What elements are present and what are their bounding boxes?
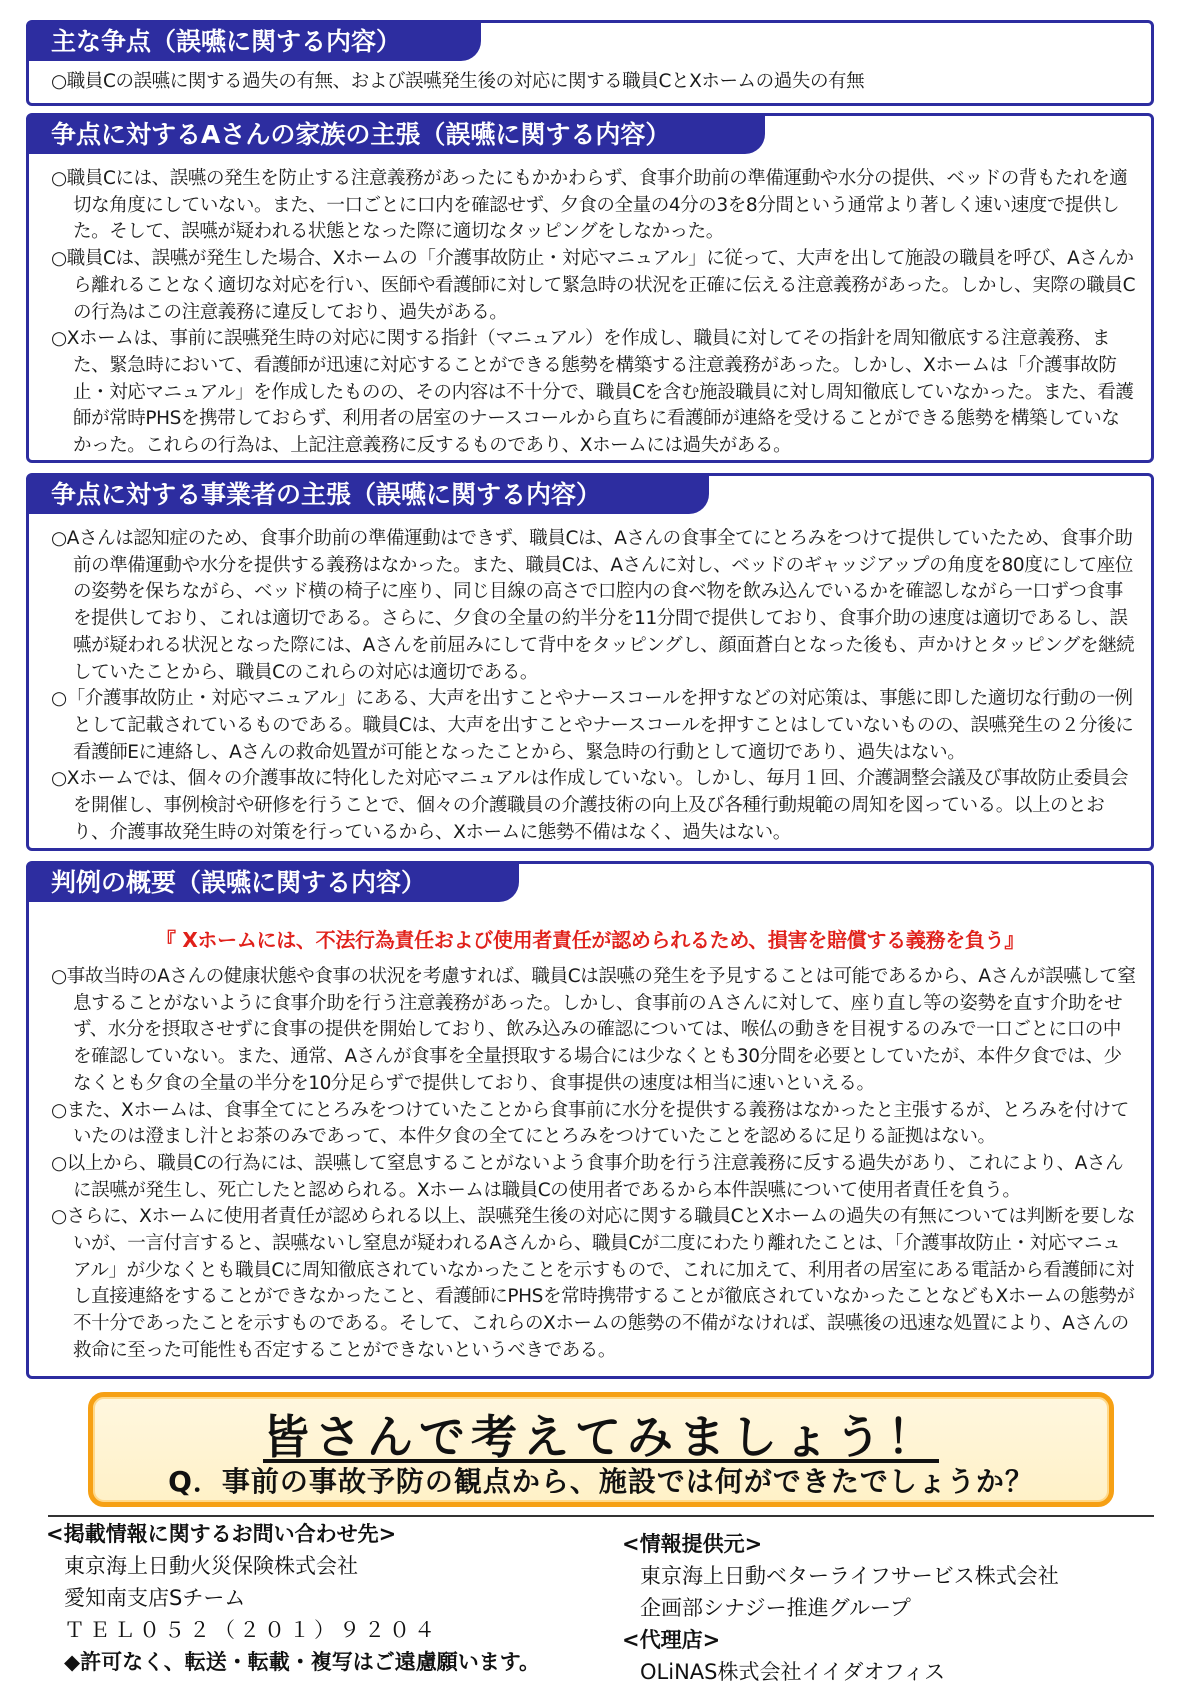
contact-heading: <掲載情報に関するお問い合わせ先>: [46, 1522, 397, 1546]
ruling-paragraph-4: ○さらに、Xホームに使用者責任が認められる以上、誤嚥発生後の対応に関する職員CとXホームの過失の有無については判断を要しないが、一言付言すると、誤嚥ないし窒息が疑われるAさんから、職員Cが二度にわたり離れたことは、「介護事故防止・対応マニュアル」が少なくとも職員Cに周知徹底されていなかったことを示すもので、これに加えて、利用者の居室にある電話から看護師に対し直接連絡をすることができなかったこと、看護師にPHSを常時携帯することが徹底されていなかったことなどもXホームの態勢が不十分であったことを示すものである。そして、これらのXホームの態勢の不備がなければ、誤嚥後の迅速な処置により、Aさんの救命に至った可能性も否定することができないというべきである。: [51, 1206, 1136, 1361]
provider-block: [622, 1528, 1059, 1688]
operator-claims-section-title: 争点に対する事業者の主張（誤嚥に関する内容）: [29, 476, 709, 514]
family-claim-paragraph-3: ○Xホームは、事前に誤嚥発生時の対応に関する指針（マニュアル）を作成し、職員に対してその指針を周知徹底する注意義務、また、緊急時において、看護師が迅速に対応することができる態勢を構築する注意義務があった。しかし、Xホームは「介護事故防止・対応マニュアル」を作成したものの、その内容は不十分で、職員Cを含む施設職員に対し周知徹底していなかった。また、看護師が常時PHSを携帯しておらず、利用者の居室のナースコールから直ちに看護師が連絡を受けることができる態勢を構築していなかった。これらの行為は、上記注意義務に反するものであり、Xホームには過失がある。: [51, 328, 1134, 457]
operator-claim-paragraph-2: ○「介護事故防止・対応マニュアル」にある、大声を出すことやナースコールを押すなどの対応策は、事態に即した適切な行動の一例として記載されているものである。職員Cは、大声を出すことやナースコールを押すことはしていないものの、誤嚥発生の２分後に看護師Eに連絡し、Aさんの救命処置が可能となったことから、緊急時の行動として適切であり、過失はない。: [51, 688, 1134, 763]
operator-claims-section: [26, 473, 1154, 851]
contact-branch: 愛知南支店Sチーム: [64, 1586, 246, 1610]
agency-name: OLiNAS株式会社イイダオフィス: [640, 1660, 946, 1684]
ruling-paragraph-2: ○また、Xホームは、食事全てにとろみをつけていたことから食事前に水分を提供する義務はなかったと主張するが、とろみを付けていたのは澄まし汁とお茶のみであって、本件夕食の全てにとろみをつけていたことを認めるに足りる証拠はない。: [51, 1099, 1129, 1148]
operator-claims-section-body: [51, 526, 1137, 846]
family-claim-paragraph-2: ○職員Cは、誤嚥が発生した場合、Xホームの「介護事故防止・対応マニュアル」に従って、大声を出して施設の職員を呼び、Aさんから離れることなく適切な対応を行い、医師や看護師に対して緊急時の状況を正確に伝える注意義務があった。しかし、実際の職員Cの行為はこの注意義務に違反しており、過失がある。: [51, 248, 1136, 323]
banner-title: 皆さんで考えてみましょう！: [263, 1410, 939, 1464]
family-claims-section: [26, 113, 1154, 463]
issues-section: [26, 20, 1154, 106]
ruling-section-body: [51, 964, 1137, 1365]
provider-department: 企画部シナジー推進グループ: [640, 1596, 911, 1620]
banner-question: Q．事前の事故予防の観点から、施設では何ができたでしょうか？: [168, 1465, 1034, 1498]
issues-section-body: [51, 69, 1137, 96]
agency-heading: <代理店>: [622, 1628, 721, 1652]
contact-tel: ＴＥＬ０５２（２０１）９２０４: [64, 1618, 439, 1642]
issues-paragraph-1: ○職員Cの誤嚥に関する過失の有無、および誤嚥発生後の対応に関する職員CとXホームの過失の有無: [51, 71, 865, 92]
family-claims-section-title: 争点に対するAさんの家族の主張（誤嚥に関する内容）: [29, 116, 765, 154]
provider-company: 東京海上日動ベターライフサービス株式会社: [640, 1564, 1059, 1588]
operator-claim-paragraph-1: ○Aさんは認知症のため、食事介助前の準備運動はできず、職員Cは、Aさんの食事全てにとろみをつけて提供していたため、食事介助前の準備運動や水分を提供する義務はなかった。また、職員Cは、Aさんに対し、ベッドのギャッジアップの角度を80度にして座位の姿勢を保ちながら、ベッド横の椅子に座り、同じ目線の高さで口腔内の食べ物を飲み込んでいるかを確認しながら一口ずつ食事を提供しており、これは適切である。さらに、夕食の全量の約半分を11分間で提供しており、食事介助の速度は適切であるし、誤嚥が疑われる状況となった際には、Aさんを前屈みにして背中をタッピングし、顔面蒼白となった後も、声かけとタッピングを継続していたことから、職員Cのこれらの対応は適切である。: [51, 528, 1135, 683]
ruling-paragraph-1: ○事故当時のAさんの健康状態や食事の状況を考慮すれば、職員Cは誤嚥の発生を予見することは可能であるから、Aさんが誤嚥して窒息することがないように食事介助を行う注意義務があった。しかし、食事前のＡさんに対して、座り直し等の姿勢を直す介助をせず、水分を摂取させずに食事の提供を開始しており、飲み込みの確認については、喉仏の動きを目視するのみで一口ごとに口の中を確認していない。また、通常、Aさんが食事を全量摂取する場合には少なくとも30分間を必要としていたが、本件夕食では、少なくとも夕食の全量の半分を10分足らずで提供しており、食事提供の速度は相当に速いといえる。: [51, 966, 1136, 1094]
operator-claim-paragraph-3: ○Xホームでは、個々の介護事故に特化した対応マニュアルは作成していない。しかし、毎月１回、介護調整会議及び事故防止委員会を開催し、事例検討や研修を行うことで、個々の介護職員の介護技術の向上及び各種行動規範の周知を図っている。以上のとおり、介護事故発生時の対策を行っているから、Xホームに態勢不備はなく、過失はない。: [51, 768, 1129, 843]
family-claim-paragraph-1: ○職員Cには、誤嚥の発生を防止する注意義務があったにもかかわらず、食事介助前の準備運動や水分の提供、ベッドの背もたれを適切な角度にしていない。また、一口ごとに口内を確認せず、夕食の全量の4分の3を8分間という通常より著しく速い速度で提供した。そして、誤嚥が疑われる状態となった際に適切なタッピングをしなかった。: [51, 168, 1128, 243]
copy-notice: ◆許可なく、転送・転載・複写はご遠慮願います。: [64, 1650, 541, 1674]
discussion-banner: [88, 1392, 1114, 1507]
ruling-section-title: 判例の概要（誤嚥に関する内容）: [29, 864, 519, 902]
contact-block: [46, 1518, 540, 1678]
ruling-verdict: 『 Xホームには、不法行為責任および使用者責任が認められるため、損害を賠償する義務を負う』: [155, 928, 1025, 952]
ruling-section: [26, 861, 1154, 1379]
family-claims-section-body: [51, 166, 1137, 460]
ruling-paragraph-3: ○以上から、職員Cの行為には、誤嚥して窒息することがないよう食事介助を行う注意義務に反する過失があり、これにより、Aさんに誤嚥が発生し、死亡したと認められる。Xホームは職員Cの使用者であるから本件誤嚥について使用者責任を負う。: [51, 1152, 1124, 1201]
provider-heading: <情報提供元>: [622, 1532, 763, 1556]
issues-section-title: 主な争点（誤嚥に関する内容）: [29, 23, 481, 61]
footer-divider: [48, 1515, 1154, 1517]
contact-company: 東京海上日動火災保険株式会社: [64, 1554, 358, 1578]
